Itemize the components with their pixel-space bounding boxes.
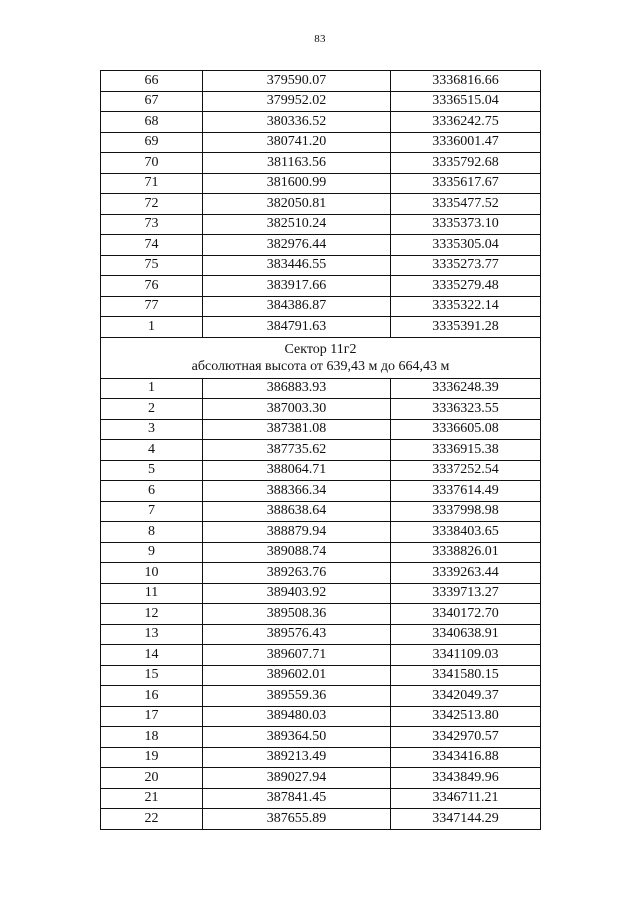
x-coordinate-cell: 388638.64 [203, 501, 391, 522]
x-coordinate-cell: 382510.24 [203, 214, 391, 235]
y-coordinate-cell: 3337614.49 [391, 481, 541, 502]
y-coordinate-cell: 3338826.01 [391, 542, 541, 563]
coordinates-table [100, 70, 541, 830]
y-coordinate-cell: 3340172.70 [391, 604, 541, 625]
point-number-cell: 11 [101, 583, 203, 604]
point-number-cell: 18 [101, 727, 203, 748]
y-coordinate-cell: 3335305.04 [391, 235, 541, 256]
table-row [101, 788, 541, 809]
point-number-cell: 70 [101, 153, 203, 174]
point-number-cell: 6 [101, 481, 203, 502]
table-row [101, 276, 541, 297]
table-row [101, 71, 541, 92]
y-coordinate-cell: 3341109.03 [391, 645, 541, 666]
x-coordinate-cell: 389602.01 [203, 665, 391, 686]
page-number: 83 [314, 33, 326, 45]
point-number-cell: 20 [101, 768, 203, 789]
y-coordinate-cell: 3335792.68 [391, 153, 541, 174]
point-number-cell: 16 [101, 686, 203, 707]
section-header-cell [101, 337, 541, 378]
table-row [101, 768, 541, 789]
y-coordinate-cell: 3336248.39 [391, 378, 541, 399]
table-row [101, 665, 541, 686]
x-coordinate-cell: 389263.76 [203, 563, 391, 584]
point-number-cell: 68 [101, 112, 203, 133]
point-number-cell: 73 [101, 214, 203, 235]
table-row [101, 112, 541, 133]
point-number-cell: 19 [101, 747, 203, 768]
point-number-cell: 67 [101, 91, 203, 112]
x-coordinate-cell: 384791.63 [203, 317, 391, 338]
y-coordinate-cell: 3337998.98 [391, 501, 541, 522]
table-row [101, 809, 541, 830]
y-coordinate-cell: 3335273.77 [391, 255, 541, 276]
y-coordinate-cell: 3335391.28 [391, 317, 541, 338]
table-row [101, 563, 541, 584]
x-coordinate-cell: 386883.93 [203, 378, 391, 399]
y-coordinate-cell: 3341580.15 [391, 665, 541, 686]
table-row [101, 624, 541, 645]
point-number-cell: 22 [101, 809, 203, 830]
x-coordinate-cell: 388879.94 [203, 522, 391, 543]
table-row [101, 419, 541, 440]
x-coordinate-cell: 389088.74 [203, 542, 391, 563]
table-row [101, 706, 541, 727]
table-row [101, 604, 541, 625]
y-coordinate-cell: 3336515.04 [391, 91, 541, 112]
x-coordinate-cell: 388366.34 [203, 481, 391, 502]
x-coordinate-cell: 389576.43 [203, 624, 391, 645]
table-row [101, 481, 541, 502]
point-number-cell: 76 [101, 276, 203, 297]
point-number-cell: 13 [101, 624, 203, 645]
x-coordinate-cell: 389508.36 [203, 604, 391, 625]
table-row [101, 399, 541, 420]
table-row [101, 583, 541, 604]
y-coordinate-cell: 3342970.57 [391, 727, 541, 748]
x-coordinate-cell: 379952.02 [203, 91, 391, 112]
point-number-cell: 1 [101, 317, 203, 338]
x-coordinate-cell: 387381.08 [203, 419, 391, 440]
y-coordinate-cell: 3335279.48 [391, 276, 541, 297]
table-row [101, 378, 541, 399]
table-row [101, 747, 541, 768]
x-coordinate-cell: 387003.30 [203, 399, 391, 420]
point-number-cell: 14 [101, 645, 203, 666]
x-coordinate-cell: 380741.20 [203, 132, 391, 153]
table-row [101, 686, 541, 707]
table-row [101, 645, 541, 666]
x-coordinate-cell: 389364.50 [203, 727, 391, 748]
x-coordinate-cell: 379590.07 [203, 71, 391, 92]
x-coordinate-cell: 383446.55 [203, 255, 391, 276]
x-coordinate-cell: 389559.36 [203, 686, 391, 707]
table-body-before-section [101, 71, 541, 338]
point-number-cell: 12 [101, 604, 203, 625]
table-row [101, 153, 541, 174]
section-header-group [101, 337, 541, 378]
x-coordinate-cell: 387841.45 [203, 788, 391, 809]
table-row [101, 173, 541, 194]
point-number-cell: 5 [101, 460, 203, 481]
table-row [101, 296, 541, 317]
table-body-after-section [101, 378, 541, 829]
y-coordinate-cell: 3339263.44 [391, 563, 541, 584]
x-coordinate-cell: 387735.62 [203, 440, 391, 461]
table-row [101, 214, 541, 235]
x-coordinate-cell: 381163.56 [203, 153, 391, 174]
table-row [101, 542, 541, 563]
x-coordinate-cell: 387655.89 [203, 809, 391, 830]
point-number-cell: 15 [101, 665, 203, 686]
y-coordinate-cell: 3339713.27 [391, 583, 541, 604]
y-coordinate-cell: 3335322.14 [391, 296, 541, 317]
table-row [101, 727, 541, 748]
x-coordinate-cell: 383917.66 [203, 276, 391, 297]
x-coordinate-cell: 380336.52 [203, 112, 391, 133]
point-number-cell: 3 [101, 419, 203, 440]
point-number-cell: 2 [101, 399, 203, 420]
y-coordinate-cell: 3336605.08 [391, 419, 541, 440]
point-number-cell: 21 [101, 788, 203, 809]
point-number-cell: 17 [101, 706, 203, 727]
point-number-cell: 72 [101, 194, 203, 215]
y-coordinate-cell: 3336001.47 [391, 132, 541, 153]
point-number-cell: 75 [101, 255, 203, 276]
section-title: Сектор 11г2 [284, 341, 357, 357]
point-number-cell: 10 [101, 563, 203, 584]
y-coordinate-cell: 3335477.52 [391, 194, 541, 215]
y-coordinate-cell: 3347144.29 [391, 809, 541, 830]
point-number-cell: 71 [101, 173, 203, 194]
table-row [101, 501, 541, 522]
point-number-cell: 74 [101, 235, 203, 256]
table-row [101, 235, 541, 256]
section-header-row [101, 337, 541, 378]
table-row [101, 460, 541, 481]
point-number-cell: 69 [101, 132, 203, 153]
table-row [101, 317, 541, 338]
y-coordinate-cell: 3336915.38 [391, 440, 541, 461]
y-coordinate-cell: 3338403.65 [391, 522, 541, 543]
table-row [101, 522, 541, 543]
y-coordinate-cell: 3342513.80 [391, 706, 541, 727]
y-coordinate-cell: 3337252.54 [391, 460, 541, 481]
x-coordinate-cell: 388064.71 [203, 460, 391, 481]
point-number-cell: 7 [101, 501, 203, 522]
x-coordinate-cell: 389213.49 [203, 747, 391, 768]
y-coordinate-cell: 3342049.37 [391, 686, 541, 707]
point-number-cell: 9 [101, 542, 203, 563]
point-number-cell: 4 [101, 440, 203, 461]
x-coordinate-cell: 382976.44 [203, 235, 391, 256]
table-row [101, 132, 541, 153]
x-coordinate-cell: 384386.87 [203, 296, 391, 317]
x-coordinate-cell: 389480.03 [203, 706, 391, 727]
y-coordinate-cell: 3346711.21 [391, 788, 541, 809]
y-coordinate-cell: 3335373.10 [391, 214, 541, 235]
point-number-cell: 77 [101, 296, 203, 317]
y-coordinate-cell: 3336242.75 [391, 112, 541, 133]
x-coordinate-cell: 381600.99 [203, 173, 391, 194]
x-coordinate-cell: 389607.71 [203, 645, 391, 666]
point-number-cell: 1 [101, 378, 203, 399]
x-coordinate-cell: 389403.92 [203, 583, 391, 604]
point-number-cell: 66 [101, 71, 203, 92]
table-row [101, 194, 541, 215]
point-number-cell: 8 [101, 522, 203, 543]
x-coordinate-cell: 389027.94 [203, 768, 391, 789]
y-coordinate-cell: 3336323.55 [391, 399, 541, 420]
y-coordinate-cell: 3343416.88 [391, 747, 541, 768]
x-coordinate-cell: 382050.81 [203, 194, 391, 215]
table-row [101, 255, 541, 276]
y-coordinate-cell: 3340638.91 [391, 624, 541, 645]
y-coordinate-cell: 3336816.66 [391, 71, 541, 92]
table-row [101, 440, 541, 461]
y-coordinate-cell: 3335617.67 [391, 173, 541, 194]
section-subtitle: абсолютная высота от 639,43 м до 664,43 м [191, 358, 450, 374]
y-coordinate-cell: 3343849.96 [391, 768, 541, 789]
table-row [101, 91, 541, 112]
